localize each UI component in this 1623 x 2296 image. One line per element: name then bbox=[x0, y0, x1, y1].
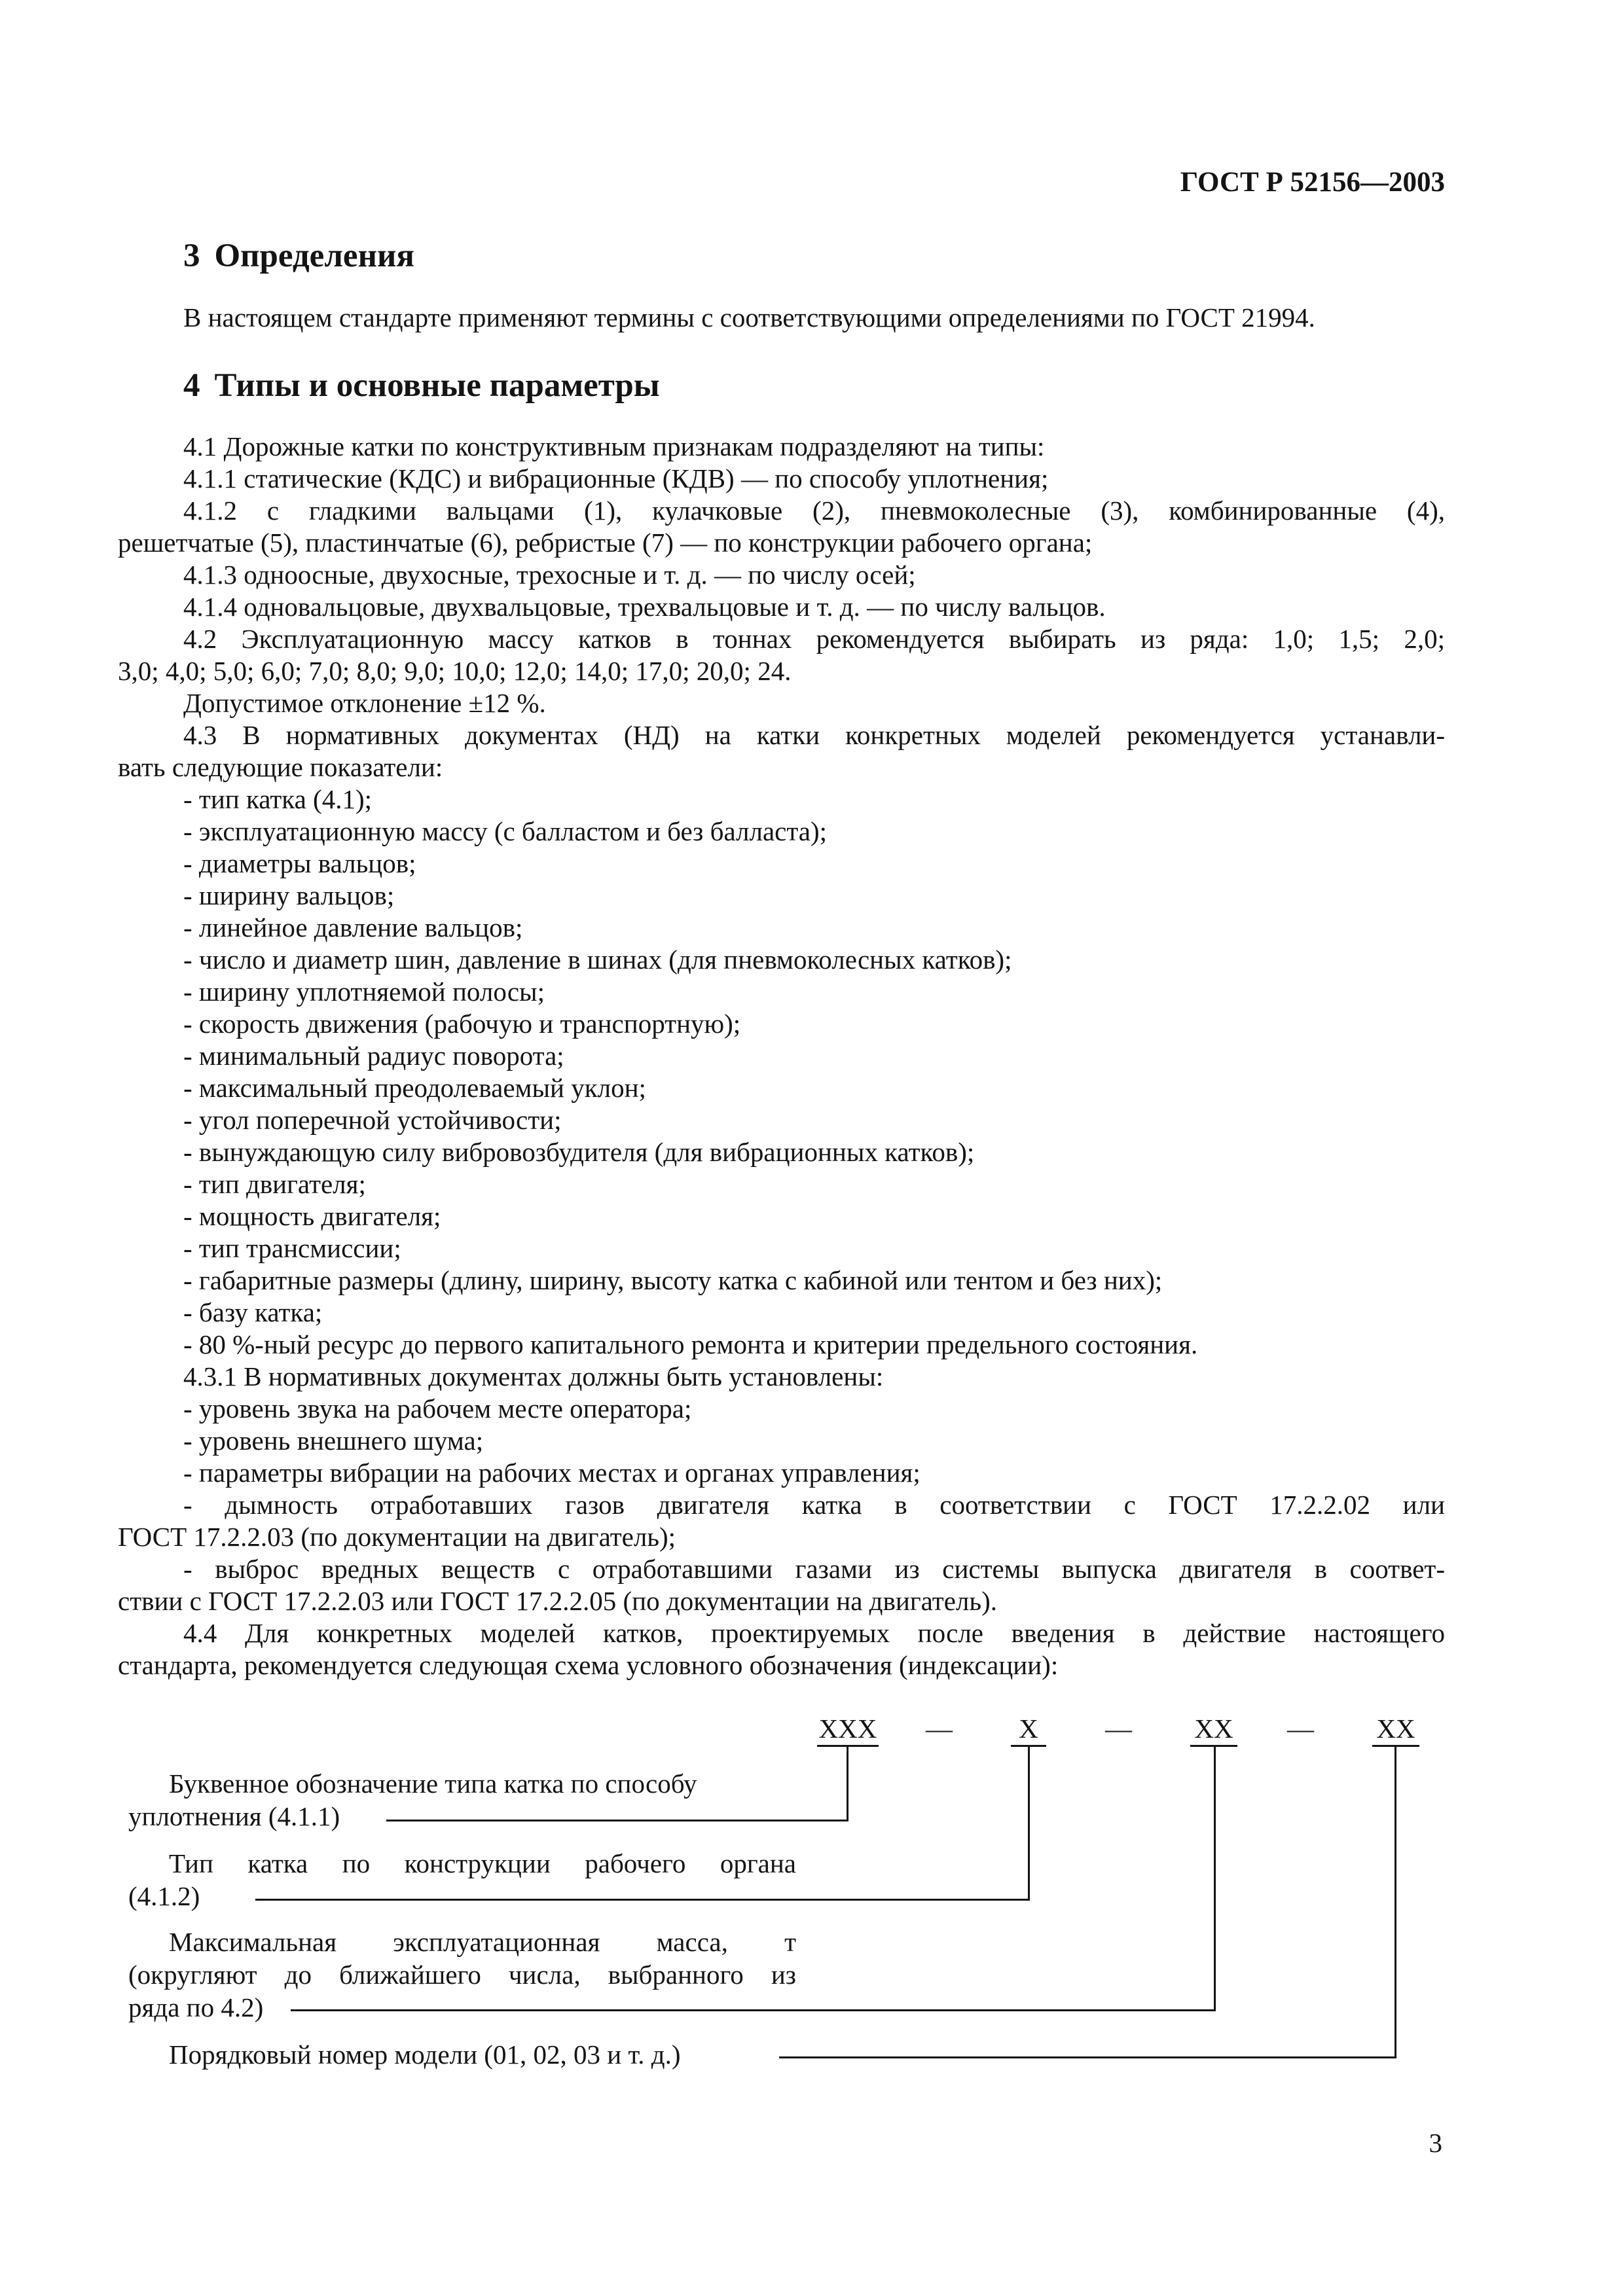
code-separator: — bbox=[1287, 1713, 1314, 1744]
leader-line-compaction-vertical bbox=[847, 1747, 848, 1821]
list-item: - уровень внешнего шума; bbox=[183, 1426, 484, 1456]
scheme-caption-working-body-line-1: Тип катка по конструкции рабочего органа bbox=[169, 1848, 796, 1878]
leader-line-compaction bbox=[386, 1820, 848, 1821]
clause-4-1-4: 4.1.4 одновальцовые, двухвальцовые, трехвальцовые и т. д. — по числу вальцов. bbox=[183, 592, 1106, 622]
page-number: 3 bbox=[1429, 2128, 1442, 2158]
scheme-caption-compaction-line-1: Буквенное обозначение типа катка по способу bbox=[169, 1768, 697, 1799]
list-item: - диаметры вальцов; bbox=[183, 848, 416, 878]
list-item: - эксплуатационную массу (с балластом и без балласта); bbox=[183, 816, 827, 846]
scheme-caption-mass-line-2: (округляют до ближайшего числа, выбранного из bbox=[128, 1960, 796, 1990]
section-3-heading bbox=[183, 237, 414, 275]
clause-4-4-line-1: 4.4 Для конкретных моделей катков, проектируемых после введения в действие настоящего bbox=[183, 1618, 1445, 1648]
section-4-title: Типы и основные параметры bbox=[214, 367, 660, 404]
list-item: - максимальный преодолеваемый уклон; bbox=[183, 1073, 646, 1103]
leader-line-working-body-vertical bbox=[1028, 1747, 1030, 1901]
list-item: - число и диаметр шин, давление в шинах (для пневмоколесных катков); bbox=[183, 944, 1012, 975]
code-separator: — bbox=[1105, 1713, 1132, 1744]
list-item: - габаритные размеры (длину, ширину, высоту катка с кабиной или тентом и без них); bbox=[183, 1265, 1163, 1295]
code-field-type-by-compaction: XXX bbox=[817, 1712, 879, 1747]
list-item-emissions-line-1: - выброс вредных веществ с отработавшими газами из системы выпуска двигателя в соответ- bbox=[183, 1554, 1445, 1584]
section-3-text: В настоящем стандарте применяют термины с соответствующими определениями по ГОСТ 21994. bbox=[183, 302, 1315, 332]
code-separator: — bbox=[926, 1713, 953, 1744]
leader-line-mass bbox=[291, 2009, 1215, 2011]
list-item-smoke-line-1: - дымность отработавших газов двигателя катка в соответствии с ГОСТ 17.2.2.02 или bbox=[183, 1490, 1445, 1520]
list-item: - вынуждающую силу вибровозбудителя (для вибрационных катков); bbox=[183, 1137, 975, 1167]
section-3-number: 3 bbox=[183, 238, 200, 274]
list-item: - скорость движения (рабочую и транспортную); bbox=[183, 1009, 741, 1039]
leader-line-working-body bbox=[255, 1899, 1029, 1901]
list-item: - параметры вибрации на рабочих местах и органах управления; bbox=[183, 1458, 921, 1488]
document-code: ГОСТ Р 52156—2003 bbox=[1180, 167, 1445, 198]
list-item: - ширину уплотняемой полосы; bbox=[183, 977, 545, 1007]
clause-4-2-line-1: 4.2 Эксплуатационную массу катков в тоннах рекомендуется выбирать из ряда: 1,0; 1,5; 2,0; bbox=[183, 624, 1445, 654]
scheme-caption-working-body-line-2: (4.1.2) bbox=[128, 1881, 200, 1911]
list-item-emissions-line-2: ствии с ГОСТ 17.2.2.03 или ГОСТ 17.2.2.05 (по документации на двигатель). bbox=[118, 1586, 997, 1616]
scheme-caption-mass-line-3: ряда по 4.2) bbox=[128, 1992, 264, 2022]
list-item: - мощность двигателя; bbox=[183, 1201, 441, 1231]
list-item: - линейное давление вальцов; bbox=[183, 912, 523, 942]
clause-4-3-line-2: вать следующие показатели: bbox=[118, 752, 443, 782]
clause-4-3-1: 4.3.1 В нормативных документах должны быть установлены: bbox=[183, 1361, 884, 1391]
scheme-caption-compaction-line-2: уплотнения (4.1.1) bbox=[128, 1801, 340, 1831]
leader-line-model-number bbox=[779, 2056, 1396, 2058]
scheme-caption-model-number: Порядковый номер модели (01, 02, 03 и т. д.) bbox=[169, 2039, 681, 2070]
list-item: - тип трансмиссии; bbox=[183, 1233, 401, 1263]
clause-4-1-3: 4.1.3 одноосные, двухосные, трехосные и т. д. — по числу осей; bbox=[183, 560, 916, 590]
list-item-smoke-line-2: ГОСТ 17.2.2.03 (по документации на двигатель); bbox=[118, 1522, 676, 1552]
scheme-caption-mass-line-1: Максимальная эксплуатационная масса, т bbox=[169, 1927, 796, 1957]
clause-4-1-1: 4.1.1 статические (КДС) и вибрационные (КДВ) — по способу уплотнения; bbox=[183, 463, 1049, 493]
list-item: - минимальный радиус поворота; bbox=[183, 1041, 564, 1071]
code-field-model-number: XX bbox=[1372, 1712, 1419, 1747]
list-item: - ширину вальцов; bbox=[183, 880, 395, 910]
clause-4-4-line-2: стандарта, рекомендуется следующая схема условного обозначения (индексации): bbox=[118, 1650, 1059, 1680]
clause-4-2-line-2: 3,0; 4,0; 5,0; 6,0; 7,0; 8,0; 9,0; 10,0; 12,0; 14,0; 17,0; 20,0; 24. bbox=[118, 656, 792, 686]
section-4-heading bbox=[183, 367, 660, 404]
clause-4-1-2-line-1: 4.1.2 с гладкими вальцами (1), кулачковые (2), пневмоколесные (3), комбинированные (4), bbox=[183, 495, 1445, 526]
clause-4-1-2-line-2: решетчатые (5), пластинчатые (6), ребристые (7) — по конструкции рабочего органа; bbox=[118, 528, 1093, 558]
section-3-title: Определения bbox=[214, 238, 414, 274]
list-item: - уровень звука на рабочем месте оператора; bbox=[183, 1393, 692, 1424]
section-4-number: 4 bbox=[183, 367, 200, 404]
section-4-body bbox=[118, 431, 1445, 1681]
list-item: - 80 %-ный ресурс до первого капитального ремонта и критерии предельного состояния. bbox=[183, 1329, 1198, 1359]
list-item: - базу катка; bbox=[183, 1297, 323, 1327]
clause-4-2-tolerance: Допустимое отклонение ±12 %. bbox=[183, 688, 546, 718]
code-field-working-body: X bbox=[1011, 1712, 1046, 1747]
leader-line-model-number-vertical bbox=[1395, 1747, 1396, 2058]
list-item: - угол поперечной устойчивости; bbox=[183, 1105, 562, 1135]
clause-4-3-line-1: 4.3 В нормативных документах (НД) на катки конкретных моделей рекомендуется устанавли- bbox=[183, 720, 1445, 750]
list-item: - тип двигателя; bbox=[183, 1169, 366, 1199]
code-field-mass: XX bbox=[1190, 1712, 1237, 1747]
clause-4-1: 4.1 Дорожные катки по конструктивным признакам подразделяют на типы: bbox=[183, 431, 1045, 461]
leader-line-mass-vertical bbox=[1214, 1747, 1216, 2011]
list-item: - тип катка (4.1); bbox=[183, 784, 373, 814]
